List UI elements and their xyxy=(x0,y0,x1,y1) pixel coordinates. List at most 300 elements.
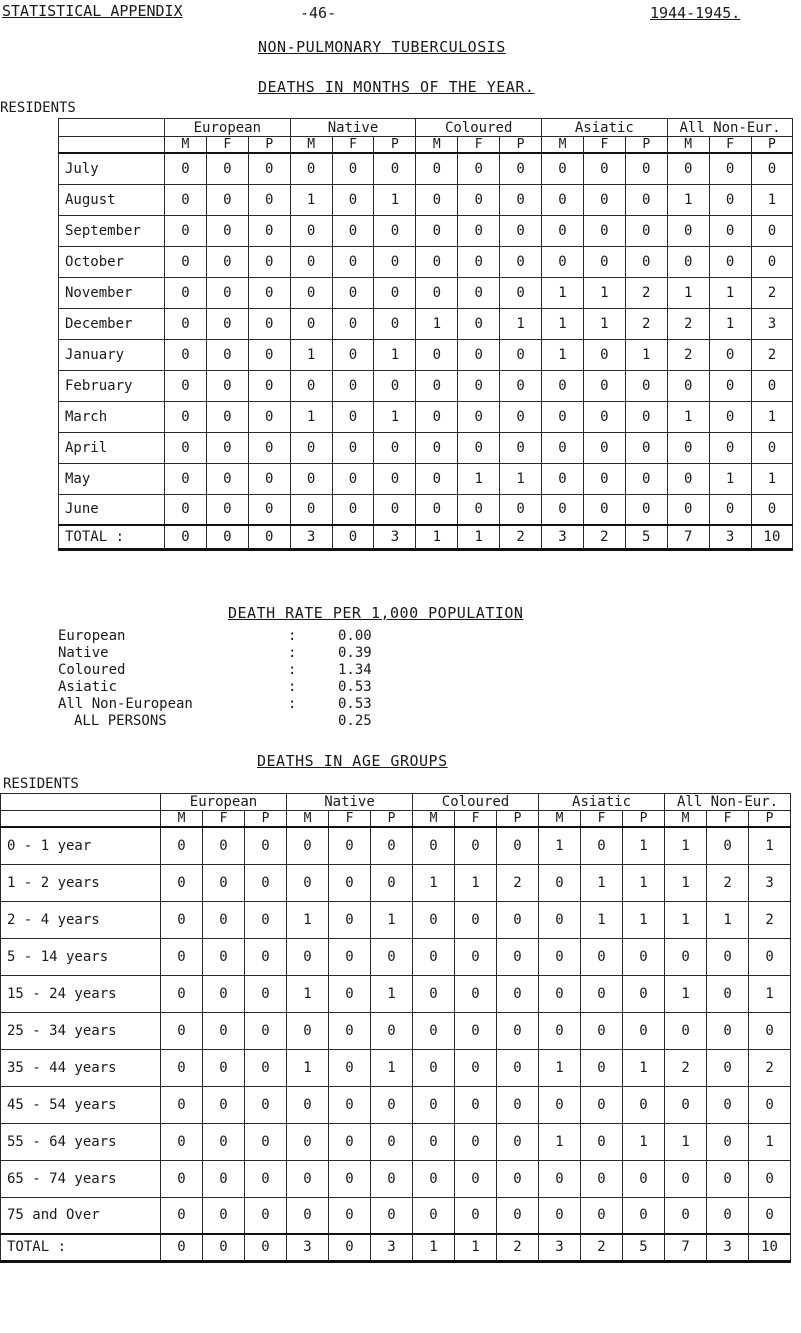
group-coloured: Coloured xyxy=(413,794,539,811)
table-cell: 0 xyxy=(416,401,458,432)
table-cell: 0 xyxy=(245,1012,287,1049)
table-cell: 1 xyxy=(374,401,416,432)
table-cell: 1 xyxy=(455,1234,497,1261)
sub-m: M xyxy=(665,811,707,828)
table-cell: 0 xyxy=(248,401,290,432)
table-cell: 0 xyxy=(500,246,542,277)
table-cell: 1 xyxy=(665,975,707,1012)
table-cell: 1 xyxy=(287,1049,329,1086)
table-cell: 0 xyxy=(413,1197,455,1234)
table-cell: 0 xyxy=(329,975,371,1012)
table-cell: 0 xyxy=(206,153,248,184)
sub-p: P xyxy=(245,811,287,828)
table-cell: 0 xyxy=(161,901,203,938)
sub-m: M xyxy=(290,137,332,154)
table-cell: 0 xyxy=(455,1012,497,1049)
table-cell: 3 xyxy=(709,525,751,549)
table-cell: 1 xyxy=(371,901,413,938)
table-cell: 0 xyxy=(287,1086,329,1123)
table-cell: 0 xyxy=(371,864,413,901)
row-label: 25 - 34 years xyxy=(1,1012,161,1049)
table-cell: 0 xyxy=(161,1086,203,1123)
table-cell: 0 xyxy=(245,1049,287,1086)
table-cell: 0 xyxy=(583,494,625,525)
table-cell: 0 xyxy=(161,864,203,901)
table-cell: 0 xyxy=(290,153,332,184)
table-row xyxy=(59,432,793,463)
table-cell: 0 xyxy=(542,246,584,277)
table-cell: 0 xyxy=(329,827,371,864)
table-cell: 0 xyxy=(206,246,248,277)
table-cell: 0 xyxy=(751,370,793,401)
table-cell: 1 xyxy=(290,184,332,215)
group-coloured: Coloured xyxy=(416,119,542,137)
table-cell: 0 xyxy=(206,401,248,432)
table-cell: 0 xyxy=(416,339,458,370)
total-row xyxy=(1,1234,791,1261)
table-cell: 0 xyxy=(165,339,207,370)
table-cell: 0 xyxy=(497,975,539,1012)
table-cell: 3 xyxy=(749,864,791,901)
table-cell: 0 xyxy=(287,1160,329,1197)
table-cell: 1 xyxy=(623,827,665,864)
table-cell: 0 xyxy=(581,938,623,975)
table-cell: 0 xyxy=(203,1160,245,1197)
table-cell: 1 xyxy=(749,1123,791,1160)
table-cell: 0 xyxy=(709,370,751,401)
rate-separator: : xyxy=(288,696,297,712)
table-cell: 0 xyxy=(332,463,374,494)
rate-value: 0.53 xyxy=(338,696,372,712)
sub-f: F xyxy=(709,137,751,154)
table-cell: 0 xyxy=(625,494,667,525)
table-cell: 0 xyxy=(248,463,290,494)
table-cell: 2 xyxy=(625,308,667,339)
table-cell: 1 xyxy=(665,864,707,901)
table-cell: 1 xyxy=(413,864,455,901)
table-cell: 1 xyxy=(625,339,667,370)
table-row xyxy=(1,975,791,1012)
table-cell: 1 xyxy=(709,463,751,494)
table-cell: 0 xyxy=(290,463,332,494)
table-cell: 1 xyxy=(287,975,329,1012)
table-cell: 0 xyxy=(583,370,625,401)
table-cell: 0 xyxy=(709,184,751,215)
table-cell: 0 xyxy=(374,494,416,525)
table-cell: 0 xyxy=(583,401,625,432)
table-cell: 0 xyxy=(371,1160,413,1197)
table-cell: 0 xyxy=(165,525,207,549)
rate-separator: : xyxy=(288,662,297,678)
table-cell: 0 xyxy=(623,975,665,1012)
sub-m: M xyxy=(161,811,203,828)
table-cell: 0 xyxy=(206,308,248,339)
row-label: April xyxy=(59,432,165,463)
table-cell: 0 xyxy=(542,215,584,246)
table-cell: 0 xyxy=(749,1197,791,1234)
table-cell: 0 xyxy=(709,401,751,432)
table-cell: 0 xyxy=(203,1123,245,1160)
table-cell: 1 xyxy=(290,339,332,370)
table-cell: 0 xyxy=(287,827,329,864)
table-cell: 0 xyxy=(248,308,290,339)
table-cell: 0 xyxy=(667,215,709,246)
table-cell: 0 xyxy=(332,370,374,401)
table-cell: 1 xyxy=(458,463,500,494)
table-row xyxy=(59,308,793,339)
table-cell: 1 xyxy=(709,277,751,308)
table-cell: 0 xyxy=(500,432,542,463)
table-cell: 0 xyxy=(749,1160,791,1197)
group-european: European xyxy=(161,794,287,811)
table-cell: 0 xyxy=(455,1086,497,1123)
months-section-title: DEATHS IN MONTHS OF THE YEAR. xyxy=(258,78,535,96)
sub-f: F xyxy=(203,811,245,828)
table-cell: 0 xyxy=(329,1160,371,1197)
table-cell: 0 xyxy=(707,1049,749,1086)
sub-f: F xyxy=(583,137,625,154)
table-cell: 0 xyxy=(332,401,374,432)
table-cell: 0 xyxy=(413,1049,455,1086)
table-row xyxy=(59,215,793,246)
table-cell: 0 xyxy=(539,975,581,1012)
table-cell: 0 xyxy=(206,432,248,463)
table-cell: 0 xyxy=(248,153,290,184)
table-row xyxy=(59,370,793,401)
table-cell: 0 xyxy=(413,901,455,938)
group-asiatic: Asiatic xyxy=(542,119,668,137)
table-cell: 0 xyxy=(707,827,749,864)
sub-m: M xyxy=(539,811,581,828)
death-rate-list xyxy=(58,628,438,738)
table-cell: 0 xyxy=(374,432,416,463)
table-cell: 1 xyxy=(371,1049,413,1086)
table-row xyxy=(1,938,791,975)
table-cell: 0 xyxy=(667,246,709,277)
table-cell: 0 xyxy=(374,153,416,184)
table-cell: 0 xyxy=(332,432,374,463)
sub-p: P xyxy=(623,811,665,828)
table-cell: 0 xyxy=(374,463,416,494)
sub-p: P xyxy=(497,811,539,828)
table-cell: 0 xyxy=(245,827,287,864)
table-cell: 0 xyxy=(665,938,707,975)
table-cell: 0 xyxy=(709,246,751,277)
table-cell: 3 xyxy=(542,525,584,549)
table-cell: 0 xyxy=(161,1012,203,1049)
rate-label: Asiatic xyxy=(58,679,118,695)
table-cell: 0 xyxy=(458,184,500,215)
table-row xyxy=(59,494,793,525)
table-cell: 0 xyxy=(413,1012,455,1049)
table-cell: 0 xyxy=(500,401,542,432)
table-row xyxy=(59,339,793,370)
group-all-non-eur: All Non-Eur. xyxy=(665,794,791,811)
table-cell: 0 xyxy=(203,827,245,864)
table-cell: 1 xyxy=(665,827,707,864)
table-cell: 1 xyxy=(542,339,584,370)
table-cell: 1 xyxy=(581,864,623,901)
rate-label: Native xyxy=(58,645,109,661)
table-cell: 0 xyxy=(161,1234,203,1261)
table-cell: 1 xyxy=(667,184,709,215)
table-cell: 0 xyxy=(625,432,667,463)
table-cell: 0 xyxy=(248,277,290,308)
table-cell: 0 xyxy=(245,1160,287,1197)
table-cell: 0 xyxy=(248,184,290,215)
table-cell: 0 xyxy=(749,1086,791,1123)
table-cell: 7 xyxy=(665,1234,707,1261)
table-cell: 0 xyxy=(165,370,207,401)
rate-label: European xyxy=(58,628,126,644)
table-cell: 0 xyxy=(581,1197,623,1234)
sub-f: F xyxy=(581,811,623,828)
table-cell: 0 xyxy=(749,938,791,975)
table-cell: 0 xyxy=(542,184,584,215)
table-cell: 2 xyxy=(749,1049,791,1086)
table-cell: 0 xyxy=(413,1160,455,1197)
table-cell: 0 xyxy=(165,494,207,525)
table-cell: 0 xyxy=(161,1197,203,1234)
table-cell: 0 xyxy=(206,494,248,525)
table-cell: 0 xyxy=(458,432,500,463)
table-cell: 2 xyxy=(497,864,539,901)
table-cell: 0 xyxy=(290,246,332,277)
table-cell: 0 xyxy=(458,308,500,339)
age-residents-label: RESIDENTS xyxy=(3,776,79,792)
months-subheader-blank xyxy=(59,137,165,154)
table-cell: 0 xyxy=(332,308,374,339)
table-cell: 0 xyxy=(287,1197,329,1234)
table-cell: 0 xyxy=(583,463,625,494)
table-cell: 1 xyxy=(374,184,416,215)
age-corner-cell xyxy=(1,794,161,811)
table-row xyxy=(1,1049,791,1086)
appendix-label: STATISTICAL APPENDIX xyxy=(2,2,183,20)
rate-label: All Non-European xyxy=(58,696,193,712)
table-cell: 0 xyxy=(500,339,542,370)
table-cell: 0 xyxy=(416,184,458,215)
table-cell: 0 xyxy=(374,277,416,308)
row-label: June xyxy=(59,494,165,525)
table-cell: 2 xyxy=(667,339,709,370)
table-cell: 0 xyxy=(165,308,207,339)
table-row xyxy=(1,1123,791,1160)
table-cell: 0 xyxy=(542,494,584,525)
table-cell: 1 xyxy=(751,184,793,215)
table-cell: 0 xyxy=(455,1160,497,1197)
rate-separator: : xyxy=(288,628,297,644)
table-cell: 0 xyxy=(245,938,287,975)
table-cell: 0 xyxy=(500,215,542,246)
table-cell: 1 xyxy=(542,308,584,339)
months-subheader-row xyxy=(59,137,793,154)
sub-p: P xyxy=(371,811,413,828)
table-cell: 1 xyxy=(539,1123,581,1160)
table-cell: 0 xyxy=(458,215,500,246)
table-cell: 1 xyxy=(290,401,332,432)
table-cell: 5 xyxy=(623,1234,665,1261)
table-cell: 0 xyxy=(623,1197,665,1234)
table-cell: 0 xyxy=(709,432,751,463)
table-cell: 0 xyxy=(165,184,207,215)
table-cell: 1 xyxy=(623,901,665,938)
table-cell: 0 xyxy=(371,827,413,864)
table-cell: 0 xyxy=(332,277,374,308)
table-cell: 0 xyxy=(329,1197,371,1234)
table-cell: 0 xyxy=(203,975,245,1012)
age-table xyxy=(0,793,791,1263)
row-label: December xyxy=(59,308,165,339)
table-cell: 0 xyxy=(749,1012,791,1049)
row-label: February xyxy=(59,370,165,401)
table-cell: 0 xyxy=(161,938,203,975)
sub-m: M xyxy=(413,811,455,828)
row-label: May xyxy=(59,463,165,494)
table-cell: 0 xyxy=(539,938,581,975)
table-cell: 0 xyxy=(625,401,667,432)
table-cell: 0 xyxy=(581,1160,623,1197)
table-cell: 0 xyxy=(455,975,497,1012)
table-cell: 0 xyxy=(458,277,500,308)
table-cell: 0 xyxy=(455,901,497,938)
table-cell: 2 xyxy=(751,339,793,370)
table-cell: 0 xyxy=(667,494,709,525)
table-row xyxy=(1,827,791,864)
table-cell: 2 xyxy=(625,277,667,308)
table-cell: 0 xyxy=(165,463,207,494)
table-cell: 0 xyxy=(203,1086,245,1123)
table-cell: 0 xyxy=(374,308,416,339)
table-cell: 0 xyxy=(497,1012,539,1049)
table-cell: 0 xyxy=(539,1012,581,1049)
months-group-header-row xyxy=(59,119,793,137)
table-cell: 0 xyxy=(329,1012,371,1049)
table-cell: 0 xyxy=(416,494,458,525)
row-label: 35 - 44 years xyxy=(1,1049,161,1086)
table-cell: 2 xyxy=(500,525,542,549)
table-cell: 1 xyxy=(583,277,625,308)
table-cell: 1 xyxy=(287,901,329,938)
table-cell: 0 xyxy=(751,246,793,277)
row-label: August xyxy=(59,184,165,215)
table-row xyxy=(1,864,791,901)
table-cell: 0 xyxy=(374,370,416,401)
table-cell: 1 xyxy=(416,308,458,339)
table-cell: 0 xyxy=(245,1197,287,1234)
table-cell: 0 xyxy=(539,901,581,938)
table-cell: 0 xyxy=(416,215,458,246)
table-cell: 0 xyxy=(709,494,751,525)
row-label: 45 - 54 years xyxy=(1,1086,161,1123)
table-cell: 1 xyxy=(751,401,793,432)
table-row xyxy=(59,184,793,215)
table-cell: 0 xyxy=(371,938,413,975)
table-cell: 3 xyxy=(751,308,793,339)
table-row xyxy=(1,1160,791,1197)
table-cell: 0 xyxy=(539,864,581,901)
table-cell: 3 xyxy=(539,1234,581,1261)
table-cell: 0 xyxy=(245,1086,287,1123)
table-cell: 2 xyxy=(581,1234,623,1261)
table-cell: 2 xyxy=(707,864,749,901)
table-cell: 0 xyxy=(665,1012,707,1049)
table-cell: 1 xyxy=(749,975,791,1012)
sub-f: F xyxy=(707,811,749,828)
table-cell: 0 xyxy=(203,1234,245,1261)
table-cell: 0 xyxy=(161,1160,203,1197)
table-cell: 2 xyxy=(749,901,791,938)
row-label: 65 - 74 years xyxy=(1,1160,161,1197)
table-cell: 1 xyxy=(707,901,749,938)
sub-f: F xyxy=(329,811,371,828)
table-cell: 0 xyxy=(329,1086,371,1123)
table-cell: 3 xyxy=(371,1234,413,1261)
table-cell: 0 xyxy=(371,1123,413,1160)
table-cell: 0 xyxy=(203,938,245,975)
table-cell: 0 xyxy=(625,370,667,401)
row-label: 5 - 14 years xyxy=(1,938,161,975)
table-cell: 0 xyxy=(203,1197,245,1234)
table-cell: 0 xyxy=(203,864,245,901)
table-cell: 0 xyxy=(751,432,793,463)
row-label: 2 - 4 years xyxy=(1,901,161,938)
row-label: November xyxy=(59,277,165,308)
table-cell: 0 xyxy=(455,1049,497,1086)
row-label: October xyxy=(59,246,165,277)
table-cell: 0 xyxy=(206,370,248,401)
table-cell: 0 xyxy=(497,1123,539,1160)
table-cell: 0 xyxy=(165,153,207,184)
group-european: European xyxy=(165,119,291,137)
table-cell: 0 xyxy=(583,432,625,463)
table-cell: 1 xyxy=(665,1123,707,1160)
table-cell: 1 xyxy=(623,1049,665,1086)
table-cell: 0 xyxy=(161,1123,203,1160)
table-cell: 0 xyxy=(248,370,290,401)
table-cell: 0 xyxy=(248,246,290,277)
sub-p: P xyxy=(248,137,290,154)
group-asiatic: Asiatic xyxy=(539,794,665,811)
sub-m: M xyxy=(667,137,709,154)
table-cell: 0 xyxy=(458,401,500,432)
table-cell: 0 xyxy=(497,901,539,938)
table-cell: 0 xyxy=(332,339,374,370)
sub-p: P xyxy=(751,137,793,154)
table-cell: 0 xyxy=(625,153,667,184)
table-cell: 0 xyxy=(161,827,203,864)
table-cell: 1 xyxy=(709,308,751,339)
table-cell: 0 xyxy=(206,184,248,215)
table-row xyxy=(59,153,793,184)
table-cell: 0 xyxy=(458,339,500,370)
table-cell: 0 xyxy=(371,1086,413,1123)
table-cell: 0 xyxy=(623,1086,665,1123)
row-label: 0 - 1 year xyxy=(1,827,161,864)
table-cell: 0 xyxy=(290,215,332,246)
table-cell: 10 xyxy=(751,525,793,549)
table-cell: 2 xyxy=(751,277,793,308)
table-cell: 0 xyxy=(203,901,245,938)
table-cell: 0 xyxy=(371,1197,413,1234)
table-cell: 0 xyxy=(287,938,329,975)
months-residents-label: RESIDENTS xyxy=(0,100,76,116)
table-cell: 0 xyxy=(332,525,374,549)
table-cell: 0 xyxy=(455,1123,497,1160)
table-cell: 0 xyxy=(245,901,287,938)
table-row xyxy=(59,246,793,277)
table-cell: 0 xyxy=(329,1049,371,1086)
